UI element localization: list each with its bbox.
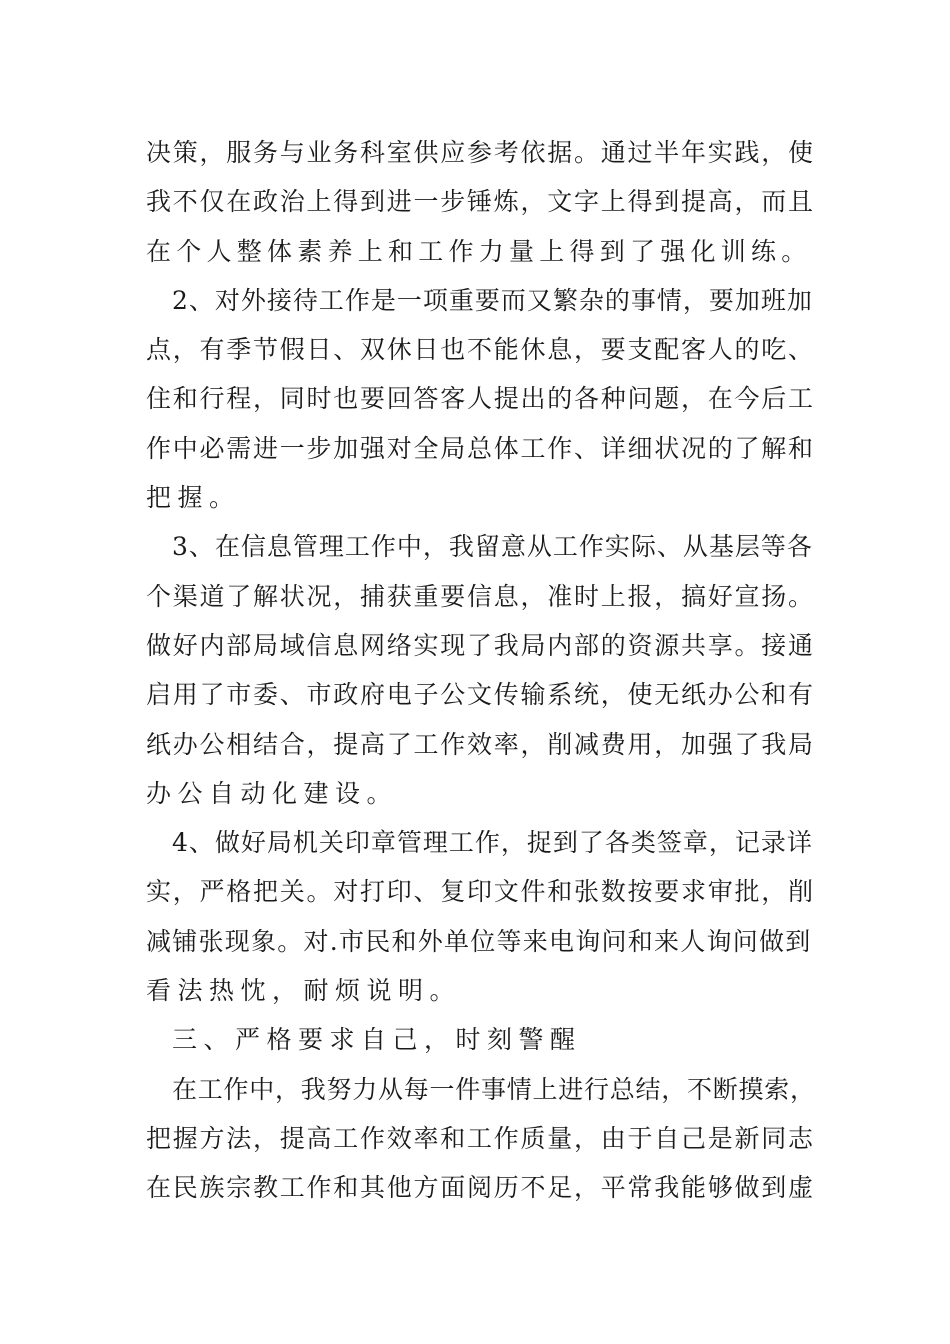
- document-body: [146, 128, 816, 1213]
- text-line: 减铺张现象。对.市民和外单位等来电询问和来人询问做到: [146, 926, 812, 956]
- text-line: 在民族宗教工作和其他方面阅历不足，平常我能够做到虚: [146, 1173, 815, 1203]
- text-line: 把握方法，提高工作效率和工作质量，由于自己是新同志: [146, 1123, 815, 1153]
- text-line: 在个人整体素养上和工作力量上得到了强化训练。: [146, 236, 812, 266]
- text-line: 住和行程，同时也要回答客人提出的各种问题，在今后工: [146, 384, 815, 414]
- text-line: 纸办公相结合，提高了工作效率，削减费用，加强了我局: [146, 729, 815, 759]
- text-line: 启用了市委、市政府电子公文传输系统，使无纸办公和有: [146, 680, 815, 710]
- text-line: 作中必需进一步加强对全局总体工作、详细状况的了解和: [146, 433, 815, 463]
- text-line: 3、在信息管理工作中，我留意从工作实际、从基层等各: [172, 532, 813, 562]
- text-line: 我不仅在政治上得到进一步锤炼，文字上得到提高，而且: [146, 187, 815, 217]
- text-line: 个渠道了解状况，捕获重要信息，准时上报，搞好宣扬。: [146, 581, 815, 611]
- text-line: 2、对外接待工作是一项重要而又繁杂的事情，要加班加: [172, 285, 813, 315]
- text-line: 在工作中，我努力从每一件事情上进行总结，不断摸索，: [172, 1074, 816, 1104]
- text-line: 做好内部局域信息网络实现了我局内部的资源共享。接通: [146, 630, 815, 660]
- text-line: 4、做好局机关印章管理工作，捉到了各类签章，记录详: [172, 828, 813, 858]
- text-line: 办公自动化建设。: [146, 778, 399, 808]
- text-line: 决策，服务与业务科室供应参考依据。通过半年实践，使: [146, 138, 815, 167]
- section-heading: 三、严格要求自己，时刻警醒: [172, 1025, 582, 1055]
- text-line: 实，严格把关。对打印、复印文件和张数按要求审批，削: [146, 877, 815, 907]
- text-line: 把握。: [146, 483, 241, 513]
- text-line: 点，有季节假日、双休日也不能休息，要支配客人的吃、: [146, 335, 815, 365]
- text-line: 看法热忱，耐烦说明。: [146, 976, 462, 1006]
